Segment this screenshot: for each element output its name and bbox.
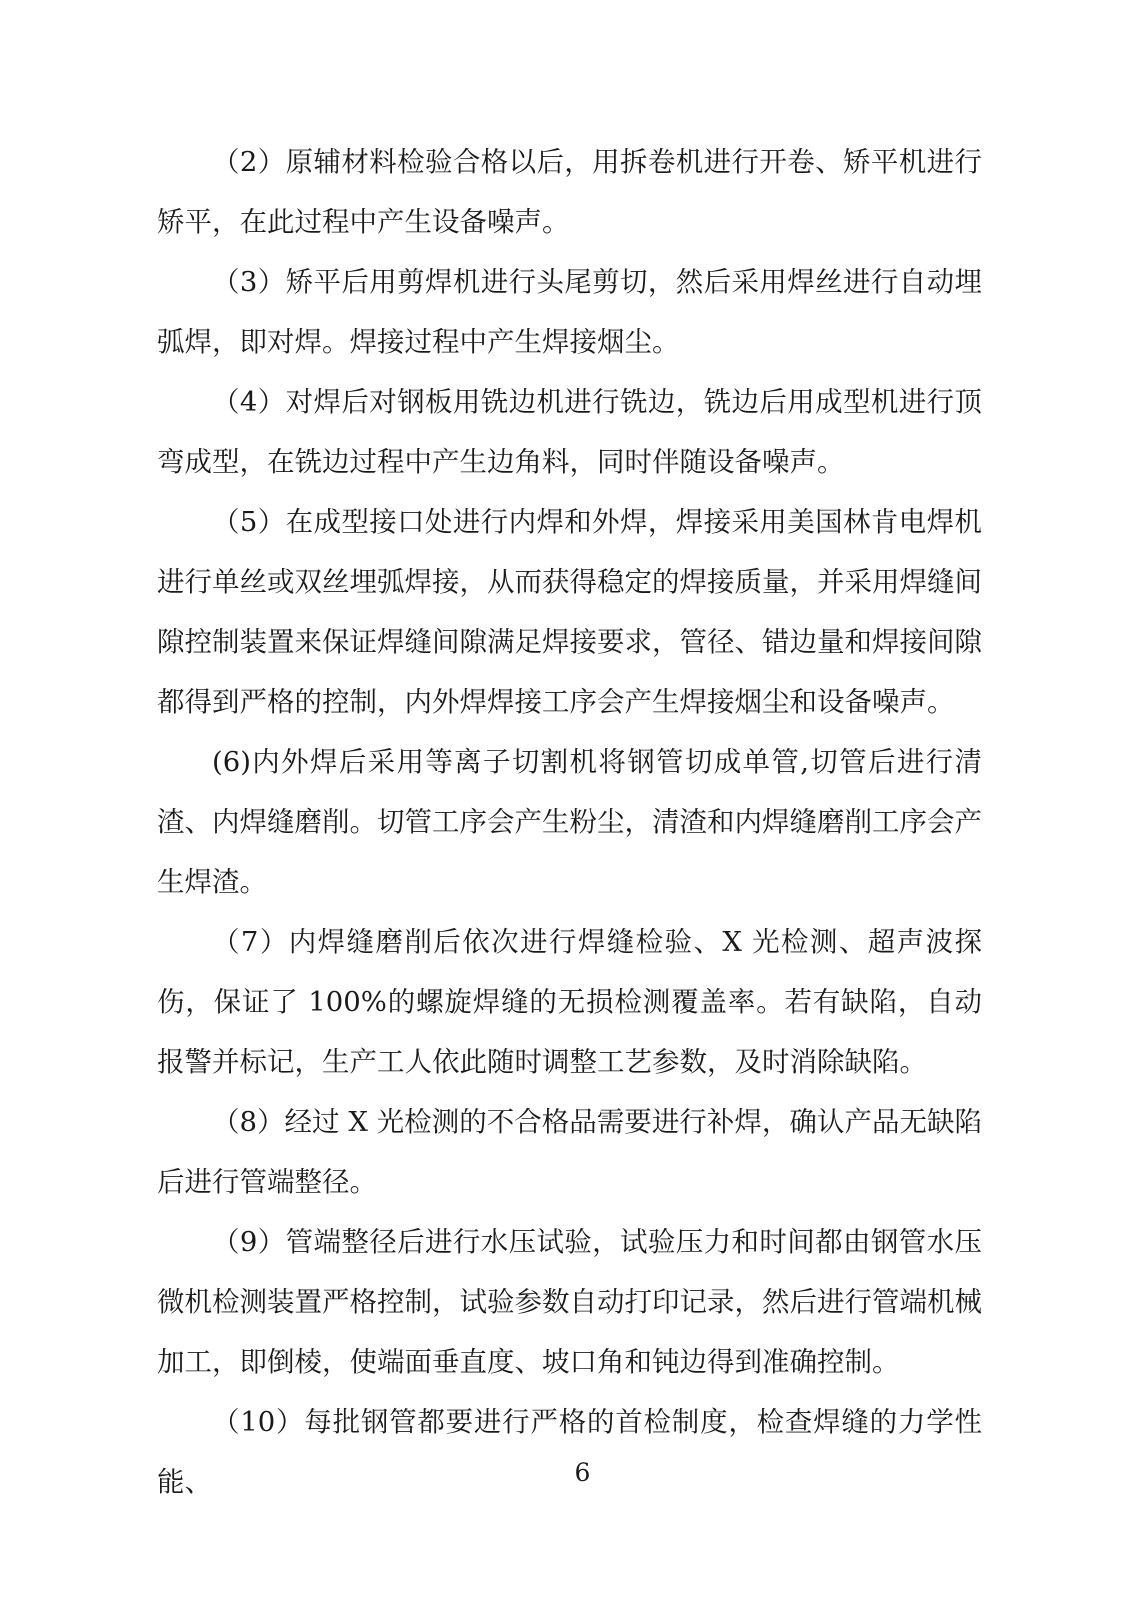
paragraph: （3）矫平后用剪焊机进行头尾剪切，然后采用焊丝进行自动埋弧焊，即对焊。焊接过程中产生焊接烟尘。 bbox=[157, 266, 982, 358]
paragraph: （4）对焊后对钢板用铣边机进行铣边，铣边后用成型机进行顶弯成型，在铣边过程中产生边角料，同时伴随设备噪声。 bbox=[157, 386, 982, 478]
paragraph: （5）在成型接口处进行内焊和外焊，焊接采用美国林肯电焊机进行单丝或双丝埋弧焊接，从而获得稳定的焊接质量，并采用焊缝间隙控制装置来保证焊缝间隙满足焊接要求，管径、错边量和焊接间隙都得到严格的控制，内外焊焊接工序会产生焊接烟尘和设备噪声。 bbox=[157, 506, 982, 718]
paragraph: （9）管端整径后进行水压试验，试验压力和时间都由钢管水压微机检测装置严格控制，试验参数自动打印记录，然后进行管端机械加工，即倒棱，使端面垂直度、坡口角和钝边得到准确控制。 bbox=[157, 1226, 982, 1378]
paragraph: （10）每批钢管都要进行严格的首检制度，检查焊缝的力学性能、 bbox=[157, 1406, 982, 1498]
paragraph: （8）经过 X 光检测的不合格品需要进行补焊，确认产品无缺陷后进行管端整径。 bbox=[157, 1106, 982, 1198]
paragraph: （7）内焊缝磨削后依次进行焊缝检验、X 光检测、超声波探伤，保证了 100%的螺旋焊缝的无损检测覆盖率。若有缺陷，自动报警并标记，生产工人依此随时调整工艺参数，及时消除缺陷。 bbox=[157, 926, 982, 1078]
document-body bbox=[157, 132, 982, 1512]
page-number: 6 bbox=[574, 1458, 591, 1487]
page-footer bbox=[170, 1458, 995, 1487]
paragraph: （2）原辅材料检验合格以后，用拆卷机进行开卷、矫平机进行矫平，在此过程中产生设备噪声。 bbox=[157, 146, 982, 238]
paragraph: (6)内外焊后采用等离子切割机将钢管切成单管,切管后进行清渣、内焊缝磨削。切管工序会产生粉尘，清渣和内焊缝磨削工序会产生焊渣。 bbox=[157, 746, 982, 898]
